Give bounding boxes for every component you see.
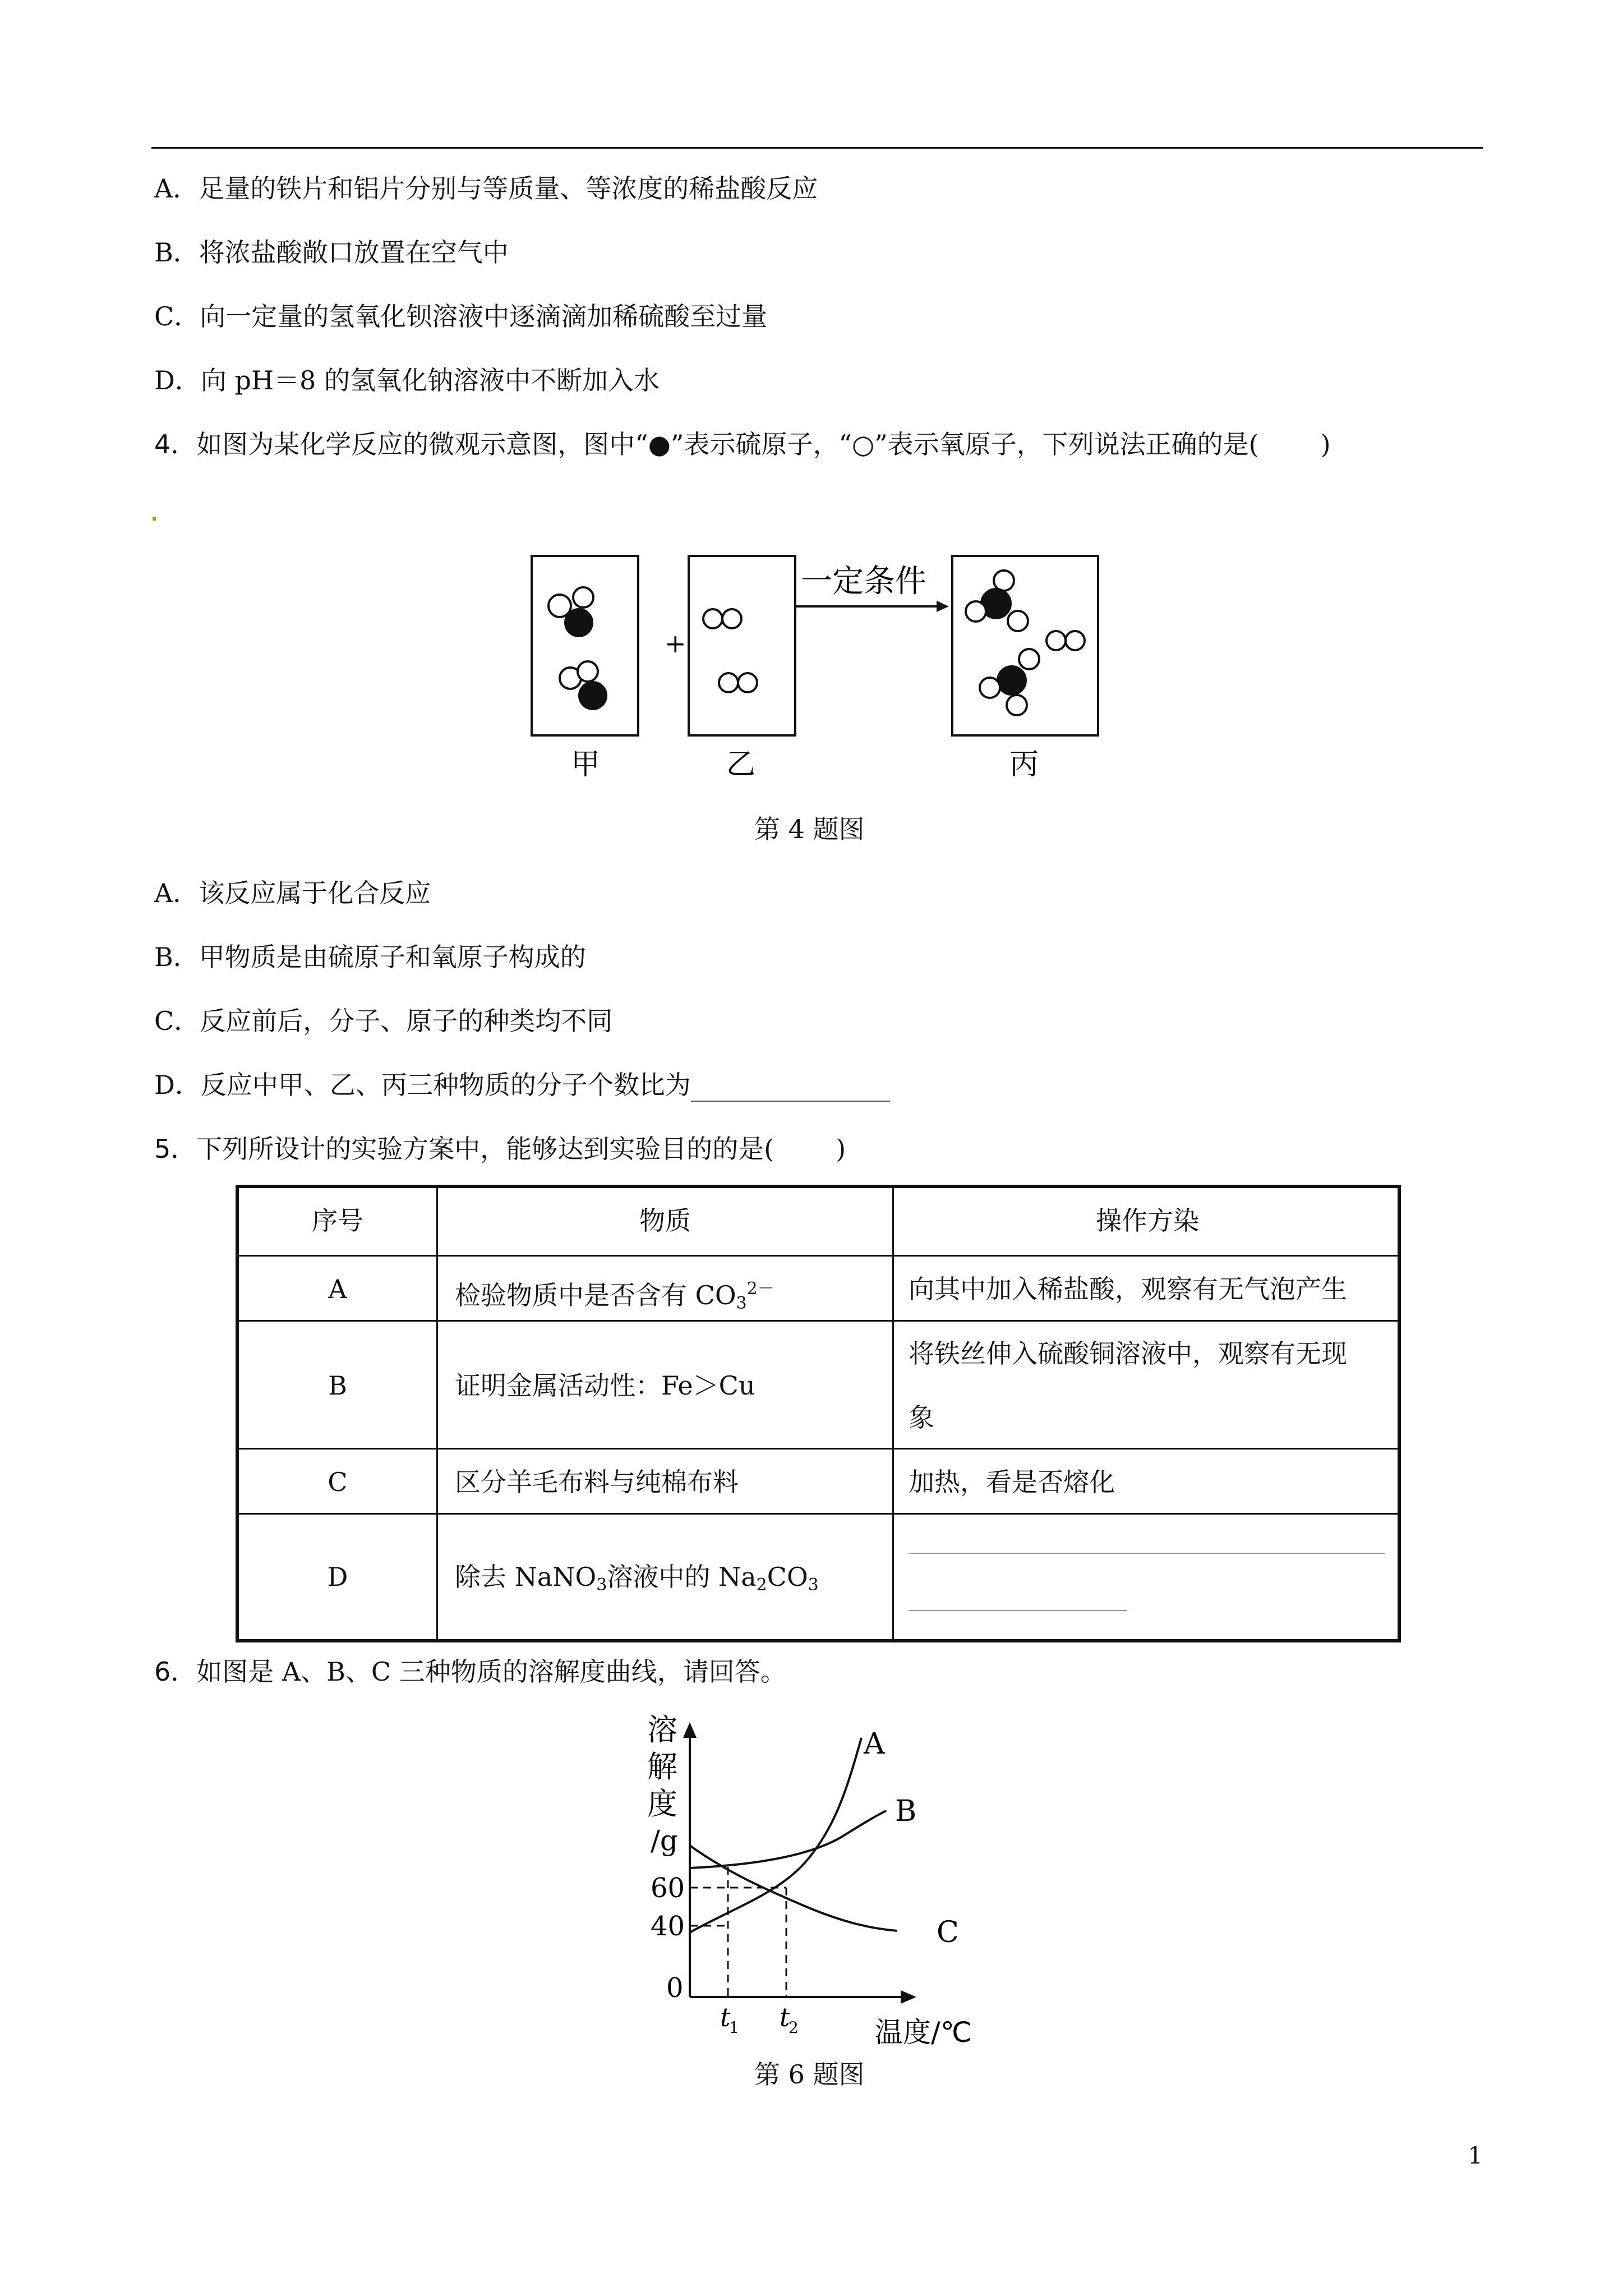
option-c: C．向一定量的氢氧化钡溶液中逐滴滴加稀硫酸至过量 [154, 301, 768, 332]
curve-label-b: B [895, 1795, 917, 1828]
origin-label: 0 [666, 1972, 684, 2004]
table-header-row [239, 1188, 1398, 1257]
oxygen-atom [578, 661, 598, 682]
question-number: 4． [154, 429, 197, 459]
label-yi: 乙 [726, 748, 756, 781]
row-operation: 将铁丝伸入硫酸铜溶液中，观察有无现 象 [909, 1338, 1347, 1433]
label-bing: 丙 [1009, 748, 1039, 781]
curve-a [690, 1738, 861, 1932]
option-a: A．足量的铁片和铝片分别与等质量、等浓度的稀盐酸反应 [154, 173, 818, 204]
experiment-table [236, 1185, 1401, 1642]
figure-6-caption: 第 6 题图 [754, 2059, 865, 2090]
header-id: 序号 [239, 1188, 438, 1255]
sulfur-atom [579, 682, 606, 709]
question-5-stem [154, 1132, 846, 1166]
reaction-diagram [527, 553, 1110, 799]
question-text: 如图为某化学反应的微观示意图，图中“●”表示硫原子，“○”表示氧原子，下列说法正确的是( [196, 429, 1259, 459]
curve-label-a: A [864, 1727, 885, 1761]
sulfur-atom [565, 609, 592, 636]
y-axis-label-3: 度 [647, 1786, 677, 1821]
x-tick-t1: t [720, 2002, 731, 2032]
box-yi [689, 556, 795, 735]
solubility-chart [639, 1705, 1009, 2047]
x-tick-t2: t [780, 2002, 790, 2032]
option-b: B．将浓盐酸敞口放置在空气中 [154, 237, 509, 268]
label-jia: 甲 [571, 748, 601, 781]
row-id: A [239, 1257, 438, 1320]
table-row [239, 1515, 1398, 1639]
page-number: 1 [1468, 2142, 1483, 2169]
y-tick-40: 40 [651, 1911, 685, 1942]
row-material: 检验物质中是否含有 $CO_3^{2-}$ [438, 1257, 894, 1320]
row-material: 证明金属活动性：Fe＞Cu [438, 1322, 894, 1448]
answer-blank[interactable] [691, 1073, 890, 1102]
row-id: B [239, 1322, 438, 1448]
y-axis-label-1: 溶 [647, 1712, 677, 1747]
option-d: D．向 pH＝8 的氢氧化钠溶液中不断加入水 [154, 365, 660, 395]
header-rule [151, 147, 1483, 149]
header-operation: 操作方染 [1096, 1205, 1199, 1236]
stray-mark [153, 517, 156, 521]
x-axis-label: 温度/℃ [875, 2016, 972, 2047]
question-number: 6． [154, 1657, 197, 1687]
y-axis-arrow [683, 1722, 697, 1738]
q4-option-b: B．甲物质是由硫原子和氧原子构成的 [154, 942, 586, 972]
figure-4-caption: 第 4 题图 [754, 814, 865, 844]
curve-b [690, 1811, 886, 1868]
question-6-stem [154, 1655, 786, 1688]
question-text: 如图是 A、B、C 三种物质的溶解度曲线，请回答。 [196, 1657, 786, 1687]
q4-option-c: C．反应前后，分子、原子的种类均不同 [154, 1006, 613, 1036]
table-row [239, 1322, 1398, 1450]
y-tick-60: 60 [651, 1872, 685, 1904]
paren-close: ) [836, 1134, 846, 1164]
box-jia [532, 556, 638, 735]
svg-text:2: 2 [789, 2018, 799, 2037]
table-row [239, 1257, 1398, 1322]
option-text: D．反应中甲、乙、丙三种物质的分子个数比为 [154, 1070, 691, 1100]
row-operation [894, 1515, 1401, 1639]
question-text: 下列所设计的实验方案中，能够达到实验目的的是( [196, 1134, 774, 1164]
q4-option-a: A．该反应属于化合反应 [154, 878, 431, 908]
q4-option-d [154, 1068, 890, 1102]
answer-blank[interactable] [909, 1542, 1385, 1554]
curve-label-c: C [937, 1916, 959, 1949]
row-id: C [239, 1450, 438, 1513]
header-material: 物质 [438, 1188, 894, 1255]
x-axis-arrow [901, 1990, 916, 2004]
arrow-label: 一定条件 [801, 563, 926, 600]
question-number: 5． [154, 1134, 197, 1164]
table-row [239, 1450, 1398, 1515]
row-id: D [239, 1515, 438, 1639]
row-operation: 向其中加入稀盐酸，观察有无气泡产生 [909, 1274, 1347, 1304]
plus-sign: + [665, 628, 686, 659]
row-material: 区分羊毛布料与纯棉布料 [438, 1450, 894, 1513]
y-axis-label-unit: /g [651, 1824, 678, 1857]
row-operation: 加热，看是否熔化 [909, 1467, 1115, 1497]
row-material: 除去 NaNO$_3$溶液中的 $Na_2CO_3$ [438, 1515, 894, 1639]
question-4-stem [154, 427, 1331, 461]
oxygen-atom [573, 587, 593, 608]
svg-text:1: 1 [729, 2018, 739, 2037]
answer-blank[interactable] [909, 1599, 1127, 1611]
paren-close: ) [1320, 429, 1331, 459]
y-axis-label-2: 解 [647, 1749, 677, 1784]
